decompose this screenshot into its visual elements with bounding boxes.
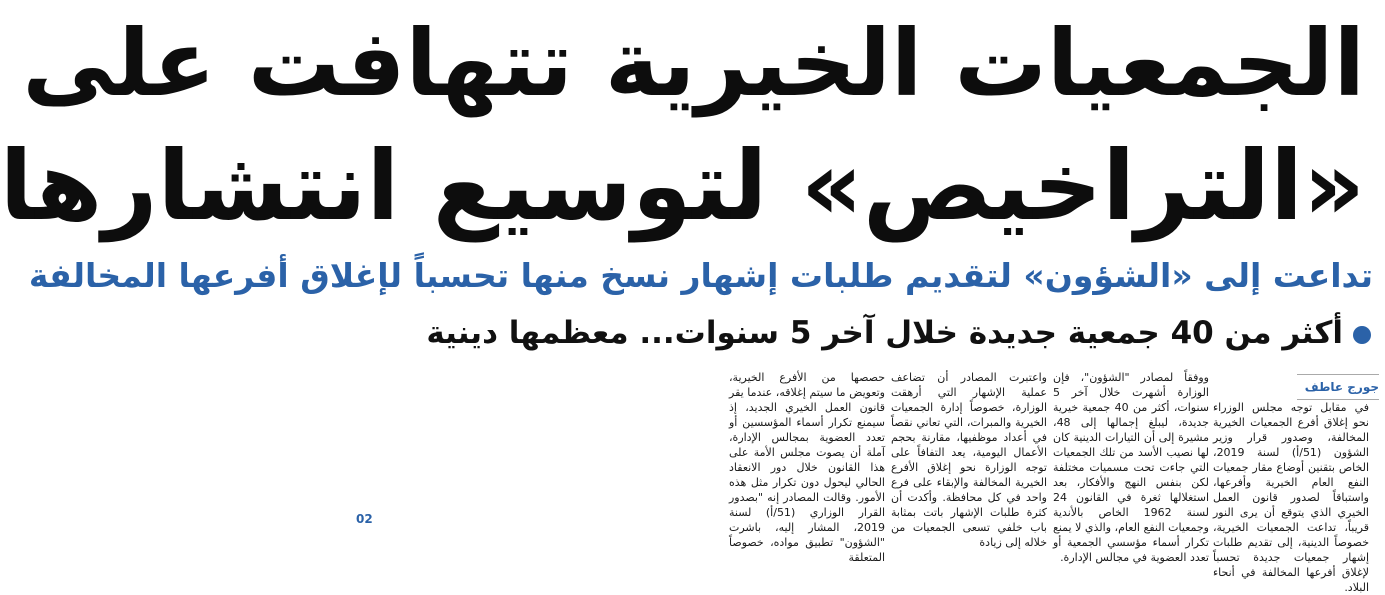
subheadline: تداعت إلى «الشؤون» لتقديم طلبات إشهار نسخ منها تحسباً لإغلاق أفرعها المخالفة xyxy=(28,256,1373,295)
bullet-point xyxy=(426,312,1371,354)
article-column-3: واعتبرت المصادر أن تضاعف عملية الإشهار التي أرهقت الوزارة، خصوصاً إدارة الجمعيات الخيرية والمبرات، التي تعاني نقصاً في أعداد موظفيها، مقارنة بحجم الأعمال اليومية، يعد التفافاً على توجه الوزارة نحو إغلاق الأفرع الخيرية المخالفة والإبقاء على فرع واحد في كل محافظة. وأكدت أن كثرة طلبات الإشهار باتت بمثابة باب خلفي تسعى الجمعيات من خلاله إلى زيادة xyxy=(891,371,1047,549)
bullet-text: أكثر من 40 جمعية جديدة خلال آخر 5 سنوات... معظمها دينية xyxy=(426,315,1343,351)
headline-line-1: الجمعيات الخيرية تتهافت على xyxy=(22,10,1365,117)
page-number: 02 xyxy=(356,512,373,526)
headline-line-2: «التراخيص» لتوسيع انتشارها xyxy=(0,130,1365,242)
byline: جورج عاطف xyxy=(1297,374,1379,400)
article-column-1: في مقابل توجه مجلس الوزراء نحو إغلاق أفرع الجمعيات الخيرية المخالفة، وصدور قرار وزير الشؤون (51/أ) لسنة 2019، الخاص بتقنين أوضاع مقار جمعيات النفع العام الخيرية وأفرعها، واستباقاً لصدور قانون العمل الخيري الذي يتوقع أن يرى النور قريباً، تداعت الجمعيات الخيرية، خصوصاً الدينية، إلى تقديم طلبات إشهار جمعيات جديدة تحسباً لإغلاق أفرعها المخالفة في أنحاء البلاد. xyxy=(1213,401,1369,594)
bullet-icon xyxy=(1353,326,1371,344)
article-column-4: حصصها من الأفرع الخيرية، وتعويض ما سيتم إغلاقه، عندما يقر قانون العمل الخيري الجديد، إذ سيمنع تكرار أسماء المؤسسين أو تعدد العضوية بمجالس الإدارة، آملة أن يصوت مجلس الأمة على هذا القانون خلال دور الانعقاد الحالي ليحول دون تكرار مثل هذه الأمور. وقالت المصادر إنه "بصدور القرار الوزاري (51/أ) لسنة 2019، المشار إليه، باشرت "الشؤون" تطبيق مواده، خصوصاً المتعلقة xyxy=(729,371,886,564)
article-column-2: ووفقاً لمصادر "الشؤون"، فإن الوزارة أشهرت خلال آخر 5 سنوات، أكثر من 40 جمعية خيرية جديدة، ليبلغ إجمالها إلى 48، مشيرة إلى أن التيارات الدينية كان لها نصيب الأسد من تلك الجمعيات التي جاءت تحت مسميات مختلفة لكن بنفس النهج والأفكار، بعد استغلالها ثغرة في القانون 24 لسنة 1962 الخاص بالأندية وجمعيات النفع العام، والذي لا يمنع تكرار أسماء مؤسسي الجمعية أو تعدد العضوية في مجالس الإدارة. xyxy=(1053,371,1210,564)
